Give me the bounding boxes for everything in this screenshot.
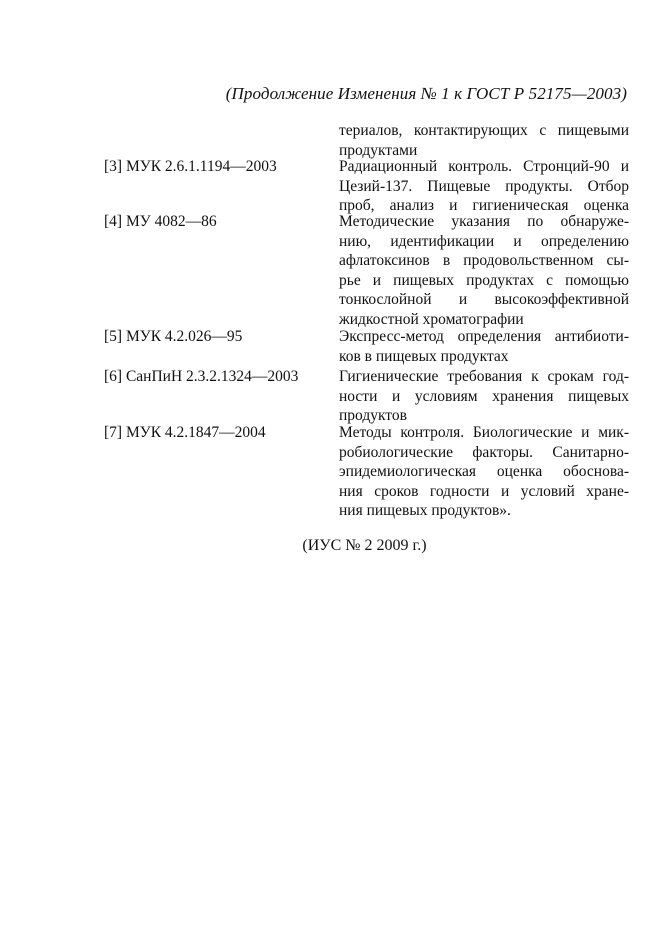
- description-line: тонкослойной и высокоэффективной: [339, 291, 629, 308]
- publication-footer: [0, 537, 661, 555]
- description-line: Экспресс-метод определения антибиоти-: [339, 328, 629, 345]
- description-line: продуктами: [339, 141, 418, 159]
- reference-code: [3] МУК 2.6.1.1194—2003: [104, 158, 277, 175]
- reference-description: [339, 157, 629, 216]
- footer-note: (ИУС № 2 2009 г.): [302, 537, 427, 554]
- reference-description: [339, 423, 629, 521]
- description-line: ков в пищевых продуктах: [339, 347, 509, 365]
- reference-code: [7] МУК 4.2.1847—2004: [104, 424, 266, 441]
- description-line: Радиационный контроль. Стронций-90 и: [339, 158, 629, 175]
- reference-code: [6] СанПиН 2.3.2.1324—2003: [104, 368, 299, 385]
- description-line: териалов, контактирующих с пищевыми: [339, 122, 629, 139]
- reference-code: [5] МУК 4.2.026—95: [104, 328, 243, 345]
- reference-description: [339, 367, 629, 426]
- reference-description: [339, 212, 629, 329]
- description-line: Гигиенические требования к срокам год-: [339, 368, 629, 385]
- description-line: ния пищевых продуктов».: [339, 502, 511, 519]
- description-line: продуктов: [339, 407, 407, 424]
- description-line: нию, идентификации и определению: [339, 232, 629, 250]
- reference-description: [339, 327, 629, 366]
- description-line: проб, анализ и гигиеническая оценка: [339, 197, 629, 214]
- description-line: афлатоксинов в продовольственном сы-: [339, 252, 629, 269]
- description-line: Цезий-137. Пищевые продукты. Отбор: [339, 177, 629, 195]
- description-line: ности и условиям хранения пищевых: [339, 387, 629, 405]
- page-header: (Продолжение Изменения № 1 к ГОСТ Р 52175—2003): [225, 84, 627, 103]
- description-line: Методические указания по обнаруже-: [339, 213, 629, 230]
- description-line: жидкостной хроматографии: [339, 310, 524, 328]
- reference-description: [339, 121, 629, 160]
- description-line: рье и пищевых продуктах с помощью: [339, 271, 629, 289]
- description-line: робиологические факторы. Санитарно-: [339, 443, 629, 461]
- description-line: эпидемиологическая оценка обоснова-: [339, 463, 629, 480]
- description-line: Методы контроля. Биологические и мик-: [339, 424, 629, 441]
- reference-code: [4] МУ 4082—86: [104, 213, 217, 230]
- description-line: ния сроков годности и условий хране-: [339, 482, 629, 500]
